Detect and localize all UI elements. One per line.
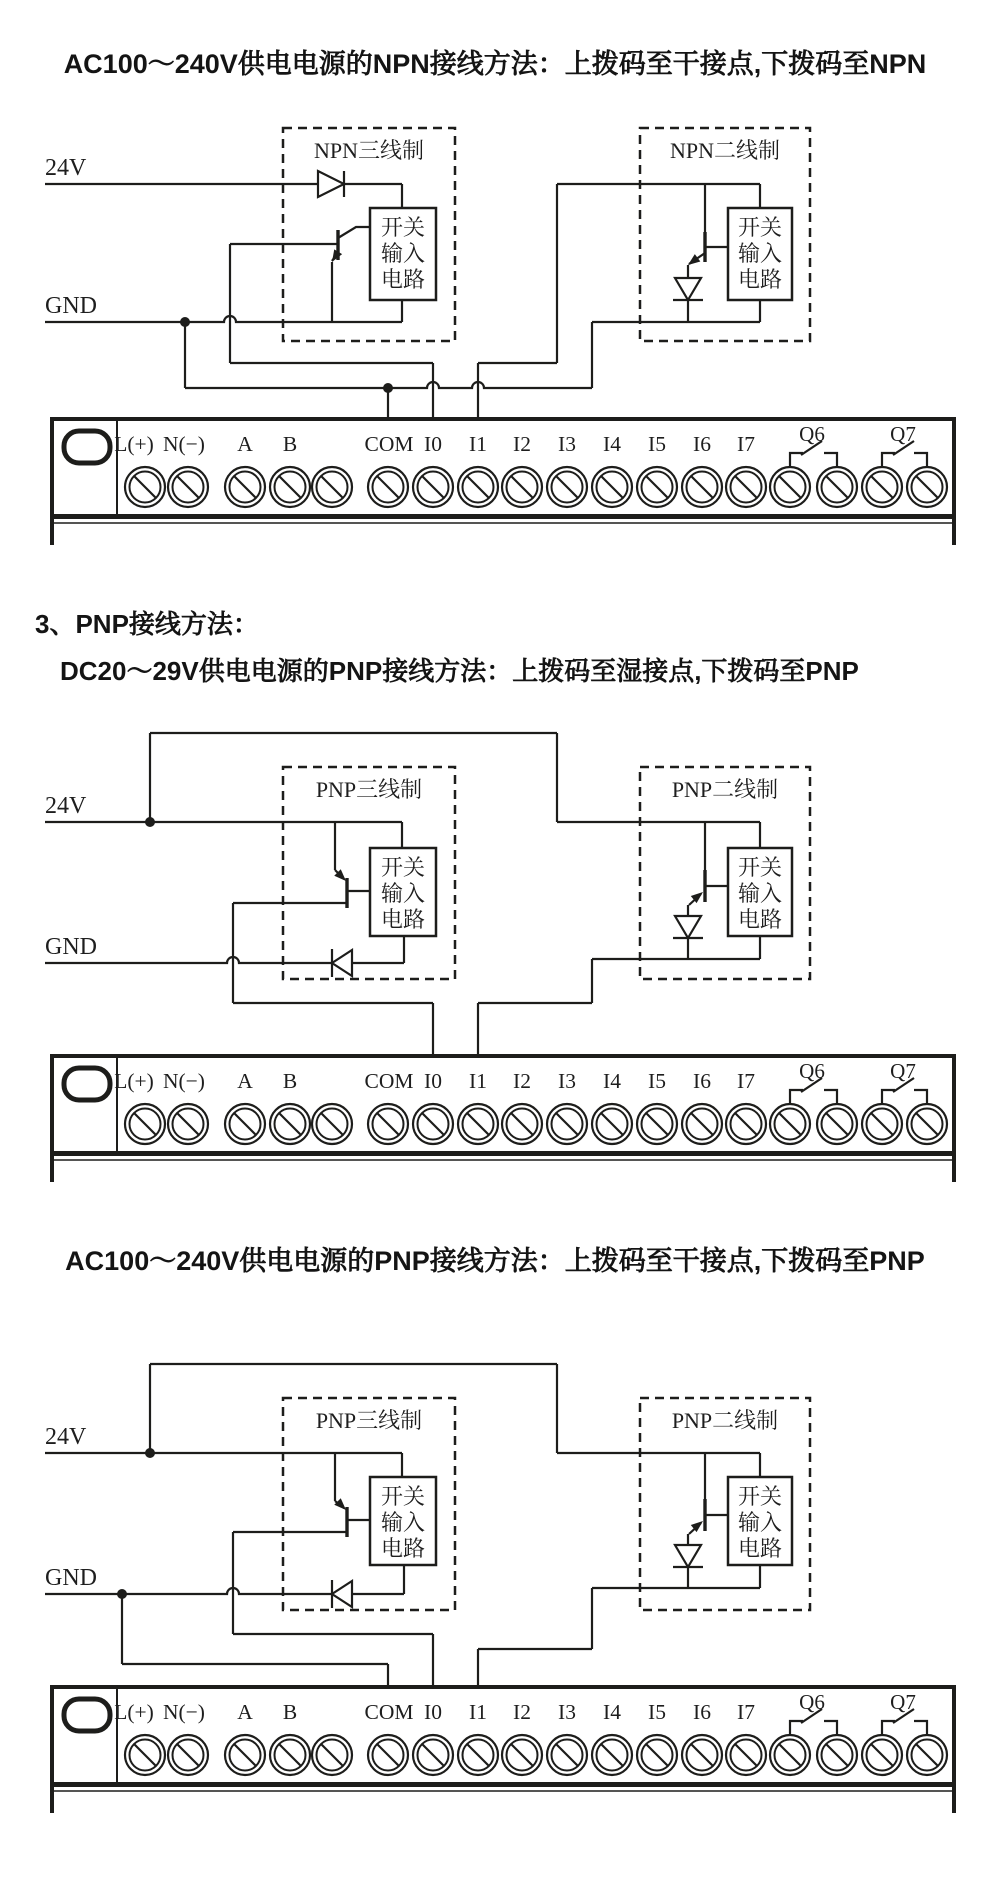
switch-box-text: 电路 — [380, 1536, 426, 1561]
relay-label-q7: Q7 — [890, 422, 916, 446]
switch-box-text: 输入 — [380, 1510, 426, 1535]
switch-box-text: 开关 — [380, 855, 426, 880]
screw-terminal — [726, 467, 766, 507]
power-indicator-slot — [64, 1699, 110, 1731]
screw-terminal — [592, 1104, 632, 1144]
screw-terminal — [312, 1104, 352, 1144]
gnd-label: GND — [45, 1565, 97, 1591]
switch-box-text: 开关 — [737, 1484, 783, 1509]
screw-terminal — [125, 467, 165, 507]
screw-terminal — [225, 1104, 265, 1144]
terminal-label-3: B — [282, 1069, 298, 1093]
screw-terminal — [907, 1104, 947, 1144]
screw-terminal — [862, 1104, 902, 1144]
screw-terminal — [125, 1735, 165, 1775]
terminal-label-7: I2 — [513, 1069, 531, 1093]
screw-terminal — [368, 1735, 408, 1775]
npn-ac-title: AC100～240V供电电源的NPN接线方法：上拨码至干接点,下拨码至NPN — [63, 49, 927, 79]
screw-terminal — [502, 467, 542, 507]
terminal-label-12: I7 — [737, 1069, 755, 1093]
terminal-label-12: I7 — [737, 432, 755, 456]
terminal-label-9: I4 — [603, 1069, 621, 1093]
terminal-label-10: I5 — [648, 1700, 666, 1724]
v24-label: 24V — [45, 793, 87, 819]
terminal-label-11: I6 — [693, 1069, 711, 1093]
screw-terminal — [817, 1104, 857, 1144]
screw-terminal — [270, 1104, 310, 1144]
terminal-label-0: L(+) — [114, 432, 154, 456]
three-wire-sensor-title: PNP三线制 — [315, 1408, 423, 1433]
switch-box-text: 电路 — [737, 267, 783, 292]
terminal-label-4: COM — [364, 1069, 414, 1093]
diagram-3-pnp — [45, 1364, 810, 1685]
screw-terminal — [682, 467, 722, 507]
terminal-label-5: I0 — [424, 1069, 442, 1093]
terminal-strip-2 — [50, 1054, 956, 1182]
terminal-label-2: A — [237, 432, 253, 456]
screw-terminal — [458, 1104, 498, 1144]
terminal-label-11: I6 — [693, 432, 711, 456]
terminal-label-3: B — [282, 432, 298, 456]
terminal-label-9: I4 — [603, 1700, 621, 1724]
switch-box-text: 电路 — [737, 907, 783, 932]
terminal-label-7: I2 — [513, 432, 531, 456]
switch-box-text: 开关 — [380, 215, 426, 240]
pnp-dc-title: DC20～29V供电电源的PNP接线方法：上拨码至湿接点,下拨码至PNP — [60, 656, 859, 686]
screw-terminal — [502, 1735, 542, 1775]
screw-terminal — [770, 467, 810, 507]
screw-terminal — [168, 1104, 208, 1144]
screw-terminal — [413, 467, 453, 507]
pnp-ac-title: AC100～240V供电电源的PNP接线方法：上拨码至干接点,下拨码至PNP — [65, 1246, 925, 1276]
switch-box-text: 输入 — [737, 241, 783, 266]
terminal-label-8: I3 — [558, 432, 576, 456]
terminal-label-2: A — [237, 1700, 253, 1724]
relay-label-q6: Q6 — [799, 1690, 825, 1714]
screw-terminal — [368, 1104, 408, 1144]
terminal-label-5: I0 — [424, 432, 442, 456]
switch-box-text: 输入 — [737, 881, 783, 906]
v24-label: 24V — [45, 155, 87, 181]
gnd-label: GND — [45, 293, 97, 319]
screw-terminal — [726, 1735, 766, 1775]
two-wire-sensor-title: PNP二线制 — [671, 777, 779, 802]
two-wire-sensor-title: NPN二线制 — [669, 138, 781, 163]
terminal-label-4: COM — [364, 1700, 414, 1724]
power-indicator-slot — [64, 431, 110, 463]
terminal-label-6: I1 — [469, 1069, 487, 1093]
screw-terminal — [270, 467, 310, 507]
gnd-label: GND — [45, 934, 97, 960]
screw-terminal — [413, 1104, 453, 1144]
terminal-label-6: I1 — [469, 1700, 487, 1724]
screw-terminal — [592, 467, 632, 507]
screw-terminal — [225, 467, 265, 507]
three-wire-sensor-title: PNP三线制 — [315, 777, 423, 802]
switch-box-text: 电路 — [380, 267, 426, 292]
diagram-2-pnp — [45, 733, 810, 1054]
screw-terminal — [168, 1735, 208, 1775]
pnp-section-heading: 3、PNP接线方法： — [35, 609, 259, 639]
terminal-strip-1 — [50, 417, 956, 545]
relay-label-q6: Q6 — [799, 1059, 825, 1083]
diagram-1-npn — [45, 128, 810, 417]
terminal-label-3: B — [282, 1700, 298, 1724]
terminal-label-7: I2 — [513, 1700, 531, 1724]
screw-terminal — [817, 467, 857, 507]
relay-label-q6: Q6 — [799, 422, 825, 446]
screw-terminal — [592, 1735, 632, 1775]
screw-terminal — [168, 467, 208, 507]
screw-terminal — [225, 1735, 265, 1775]
terminal-label-10: I5 — [648, 1069, 666, 1093]
screw-terminal — [682, 1735, 722, 1775]
screw-terminal — [312, 1735, 352, 1775]
terminal-strip-3 — [50, 1685, 956, 1813]
terminal-label-9: I4 — [603, 432, 621, 456]
screw-terminal — [862, 1735, 902, 1775]
screw-terminal — [817, 1735, 857, 1775]
screw-terminal — [125, 1104, 165, 1144]
screw-terminal — [270, 1735, 310, 1775]
terminal-label-1: N(−) — [163, 432, 205, 456]
screw-terminal — [547, 1735, 587, 1775]
terminal-label-1: N(−) — [163, 1069, 205, 1093]
power-indicator-slot — [64, 1068, 110, 1100]
switch-box-text: 开关 — [380, 1484, 426, 1509]
terminal-label-1: N(−) — [163, 1700, 205, 1724]
switch-box-text: 输入 — [737, 1510, 783, 1535]
terminal-label-5: I0 — [424, 1700, 442, 1724]
switch-box-text: 开关 — [737, 855, 783, 880]
screw-terminal — [770, 1104, 810, 1144]
screw-terminal — [907, 1735, 947, 1775]
screw-terminal — [862, 467, 902, 507]
relay-label-q7: Q7 — [890, 1059, 916, 1083]
v24-label: 24V — [45, 1424, 87, 1450]
screw-terminal — [770, 1735, 810, 1775]
screw-terminal — [637, 1104, 677, 1144]
terminal-label-4: COM — [364, 432, 414, 456]
screw-terminal — [547, 467, 587, 507]
relay-label-q7: Q7 — [890, 1690, 916, 1714]
terminal-label-8: I3 — [558, 1700, 576, 1724]
screw-terminal — [907, 467, 947, 507]
switch-box-text: 电路 — [737, 1536, 783, 1561]
switch-box-text: 电路 — [380, 907, 426, 932]
screw-terminal — [682, 1104, 722, 1144]
switch-box-text: 输入 — [380, 881, 426, 906]
terminal-label-2: A — [237, 1069, 253, 1093]
three-wire-sensor-title: NPN三线制 — [313, 138, 425, 163]
screw-terminal — [413, 1735, 453, 1775]
switch-box-text: 开关 — [737, 215, 783, 240]
terminal-label-12: I7 — [737, 1700, 755, 1724]
screw-terminal — [502, 1104, 542, 1144]
screw-terminal — [637, 467, 677, 507]
screw-terminal — [458, 1735, 498, 1775]
screw-terminal — [726, 1104, 766, 1144]
screw-terminal — [637, 1735, 677, 1775]
terminal-label-8: I3 — [558, 1069, 576, 1093]
terminal-label-10: I5 — [648, 432, 666, 456]
switch-box-text: 输入 — [380, 241, 426, 266]
terminal-label-6: I1 — [469, 432, 487, 456]
screw-terminal — [458, 467, 498, 507]
terminal-label-11: I6 — [693, 1700, 711, 1724]
screw-terminal — [368, 467, 408, 507]
terminal-label-0: L(+) — [114, 1700, 154, 1724]
two-wire-sensor-title: PNP二线制 — [671, 1408, 779, 1433]
screw-terminal — [547, 1104, 587, 1144]
terminal-label-0: L(+) — [114, 1069, 154, 1093]
screw-terminal — [312, 467, 352, 507]
